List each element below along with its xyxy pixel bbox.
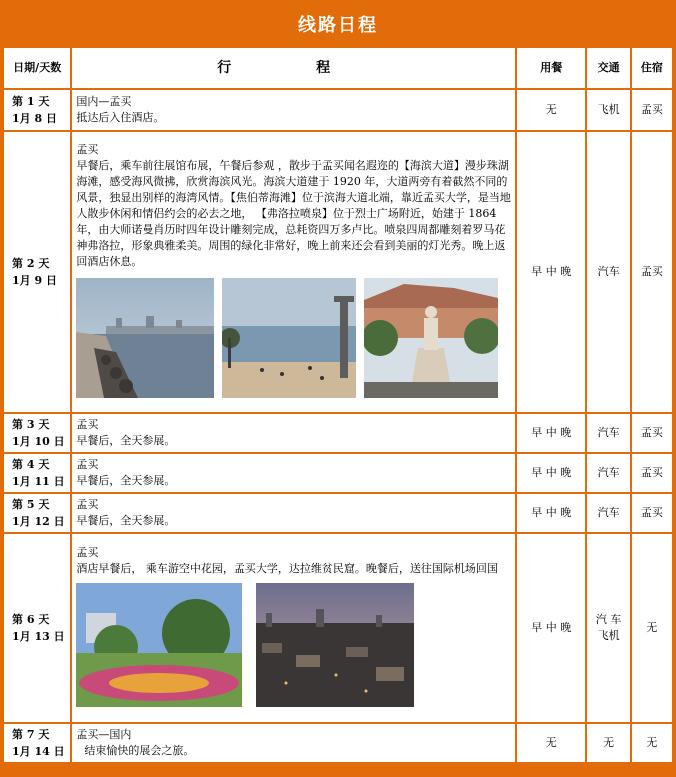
day-number: 第 2 天 — [12, 257, 50, 270]
chowpatty-beach-photo — [222, 278, 356, 398]
plan-cell — [72, 534, 515, 722]
meals-cell: 无 — [517, 90, 585, 130]
itinerary-table — [2, 46, 674, 764]
hanging-garden-photo — [76, 583, 242, 707]
day-number: 第 5 天 — [12, 498, 50, 511]
plan-cell — [72, 90, 515, 130]
transport-line-1: 汽 车 — [595, 613, 622, 626]
day-date: 1月 13 日 — [12, 630, 65, 643]
table-row — [4, 534, 672, 722]
table-row — [4, 132, 672, 412]
table-row — [4, 454, 672, 492]
day-cell — [4, 132, 70, 412]
transport-cell — [587, 534, 629, 722]
day-date: 1月 9 日 — [12, 274, 57, 287]
plan-text: 早餐后，乘车前往展馆布展，午餐后参观 ，散步于孟买闻名遐迩的【海滨大道】漫步珠湖海滩，感受海风微拂，欣赏海滨风光。海滨大道建于 1920 年，大道两旁有着截然不同的风景，独显出别样的海湾风情。【焦伯蒂海滩】位于滨海大道北端，靠近孟买大学，是当地人散步休闲和情侣约会的必去之地， 【弗洛拉喷泉】位于烈士广场附近，始建于 1864 年，由大师诺曼肖历时四年设计雕刻完成，总耗资四万多卢比。喷泉四周都雕刻着罗马花神弗洛拉，形象典雅柔美。周围的绿化非常好，晚上前来还会看到美丽的灯光秀。晚上返回酒店休息。 — [76, 159, 511, 268]
plan-cell — [72, 724, 515, 762]
day-number: 第 6 天 — [12, 613, 50, 626]
day-date: 1月 12 日 — [12, 515, 65, 528]
plan-cell — [72, 494, 515, 532]
plan-cell — [72, 414, 515, 452]
day-date: 1月 10 日 — [12, 435, 65, 448]
plan-city: 孟买 — [76, 418, 99, 431]
plan-text: 早餐后，全天参展。 — [76, 514, 176, 527]
meals-cell: 早 中 晚 — [517, 414, 585, 452]
day-cell — [4, 534, 70, 722]
transport-cell: 汽车 — [587, 494, 629, 532]
transport-cell: 汽车 — [587, 132, 629, 412]
transport-cell: 汽车 — [587, 454, 629, 492]
meals-cell: 早 中 晚 — [517, 454, 585, 492]
plan-cell — [72, 132, 515, 412]
lodging-cell: 孟买 — [632, 414, 672, 452]
table-row — [4, 414, 672, 452]
lodging-cell: 无 — [632, 534, 672, 722]
day-number: 第 4 天 — [12, 458, 50, 471]
meals-cell: 早 中 晚 — [517, 132, 585, 412]
day-cell — [4, 494, 70, 532]
table-row — [4, 724, 672, 762]
day-number: 第 1 天 — [12, 95, 50, 108]
day-number: 第 3 天 — [12, 418, 50, 431]
day-date: 1月 14 日 — [12, 745, 65, 758]
plan-city: 孟买 — [76, 143, 99, 156]
plan-city: 孟买—国内 — [76, 728, 132, 741]
plan-text: 酒店早餐后， 乘车游空中花园，孟买大学，达拉维贫民窟。晚餐后，送往国际机场回国 — [76, 562, 498, 575]
table-row — [4, 494, 672, 532]
transport-cell: 汽车 — [587, 414, 629, 452]
transport-cell: 无 — [587, 724, 629, 762]
day-date: 1月 8 日 — [12, 112, 57, 125]
plan-city: 孟买 — [76, 546, 99, 559]
header-plan: 行 程 — [72, 48, 515, 88]
day-cell — [4, 724, 70, 762]
plan-text: 抵达后入住酒店。 — [76, 111, 165, 124]
plan-city: 国内—孟买 — [76, 95, 132, 108]
plan-cell — [72, 454, 515, 492]
header-date: 日期/天数 — [4, 48, 70, 88]
lodging-cell: 孟买 — [632, 494, 672, 532]
photo-row — [76, 278, 511, 398]
transport-cell: 飞机 — [587, 90, 629, 130]
meals-cell: 早 中 晚 — [517, 534, 585, 722]
day-cell — [4, 90, 70, 130]
day-cell — [4, 454, 70, 492]
marine-drive-photo — [76, 278, 214, 398]
meals-cell: 早 中 晚 — [517, 494, 585, 532]
plan-text: 早餐后，全天参展。 — [76, 434, 176, 447]
table-row — [4, 90, 672, 130]
header-transport: 交通 — [587, 48, 629, 88]
header-lodging: 住宿 — [632, 48, 672, 88]
plan-text: 早餐后，全天参展。 — [76, 474, 176, 487]
table-header-row — [4, 48, 672, 88]
flora-fountain-photo — [364, 278, 498, 398]
dharavi-slum-photo — [256, 583, 414, 707]
lodging-cell: 孟买 — [632, 90, 672, 130]
plan-text: 结束愉快的展会之旅。 — [84, 744, 195, 757]
transport-line-2: 飞机 — [597, 629, 620, 642]
lodging-cell: 孟买 — [632, 132, 672, 412]
plan-city: 孟买 — [76, 498, 99, 511]
lodging-cell: 孟买 — [632, 454, 672, 492]
page-title: 线路日程 — [2, 2, 674, 46]
meals-cell: 无 — [517, 724, 585, 762]
plan-city: 孟买 — [76, 458, 99, 471]
photo-row — [76, 583, 511, 707]
day-number: 第 7 天 — [12, 728, 50, 741]
day-cell — [4, 414, 70, 452]
header-meals: 用餐 — [517, 48, 585, 88]
lodging-cell: 无 — [632, 724, 672, 762]
day-date: 1月 11 日 — [12, 475, 65, 488]
